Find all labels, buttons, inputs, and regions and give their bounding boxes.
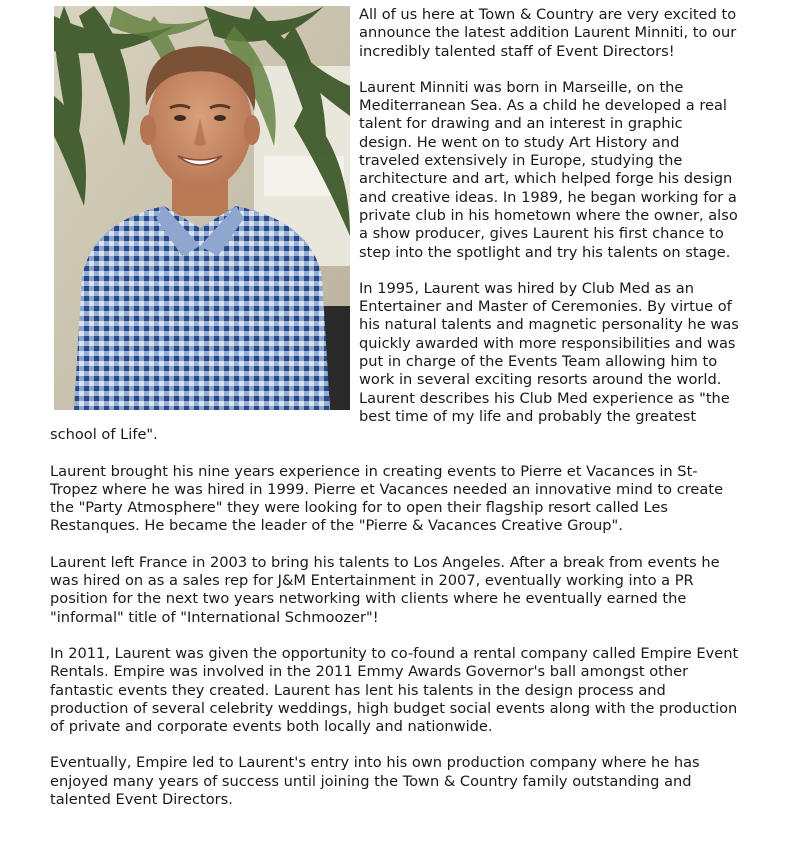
bio-paragraph-production-company: Eventually, Empire led to Laurent's entry into his own production company where he has enjoyed many years of success until joining the Town & Country family outstanding and talented Event Directors.: [50, 754, 700, 808]
portrait-photo: [54, 6, 350, 410]
bio-paragraph-los-angeles: Laurent left France in 2003 to bring his talents to Los Angeles. After a break from events he was hired on as a sales rep for J&M Entertainment in 2007, eventually working into a PR position for the next two years networking with clients where he eventually earned the "informal" title of "International Schmoozer"!: [50, 553, 720, 626]
bio-paragraph-empire: In 2011, Laurent was given the opportunity to co-found a rental company called Empire Event Rentals. Empire was involved in the 2011 Emmy Awards Governor's ball amongst other fantastic events they created. Laurent has lent his talents in the design process and production of several celebrity weddings, high budget social events along with the production of private and corporate events both locally and nationwide.: [50, 644, 739, 736]
article: [50, 6, 740, 809]
bio-paragraph-pierre-vacances: Laurent brought his nine years experience in creating events to Pierre et Vacances in St-Tropez where he was hired in 1999. Pierre et Vacances needed an innovative mind to create the "Party Atmosphere" they were looking for to open their flagship resort called Les Restanques. He became the leader of the "Pierre & Vacances Creative Group".: [50, 462, 724, 535]
intro-paragraph: All of us here at Town & Country are very excited to announce the latest addition Laurent Minniti, to our incredibly talented staff of Event Directors!: [359, 6, 737, 60]
bio-paragraph-early-life: Laurent Minniti was born in Marseille, on the Mediterranean Sea. As a child he developed a real talent for drawing and an interest in graphic design. He went on to study Art History and traveled extensively in Europe, studying the architecture and art, which helped forge his design and creative ideas. In 1989, he began working for a private club in his hometown where the owner, also a show producer, gives Laurent his first chance to step into the spotlight and try his talents on stage.: [359, 78, 738, 261]
bio-paragraph-club-med: In 1995, Laurent was hired by Club Med as an Entertainer and Master of Ceremonies. By virtue of his natural talents and magnetic personality he was quickly awarded with more responsibilities and was put in charge of the Events Team allowing him to work in several exciting resorts around the world. Laurent describes his Club Med experience as "the best time of my life and probably the greatest school of Life".: [50, 279, 739, 444]
